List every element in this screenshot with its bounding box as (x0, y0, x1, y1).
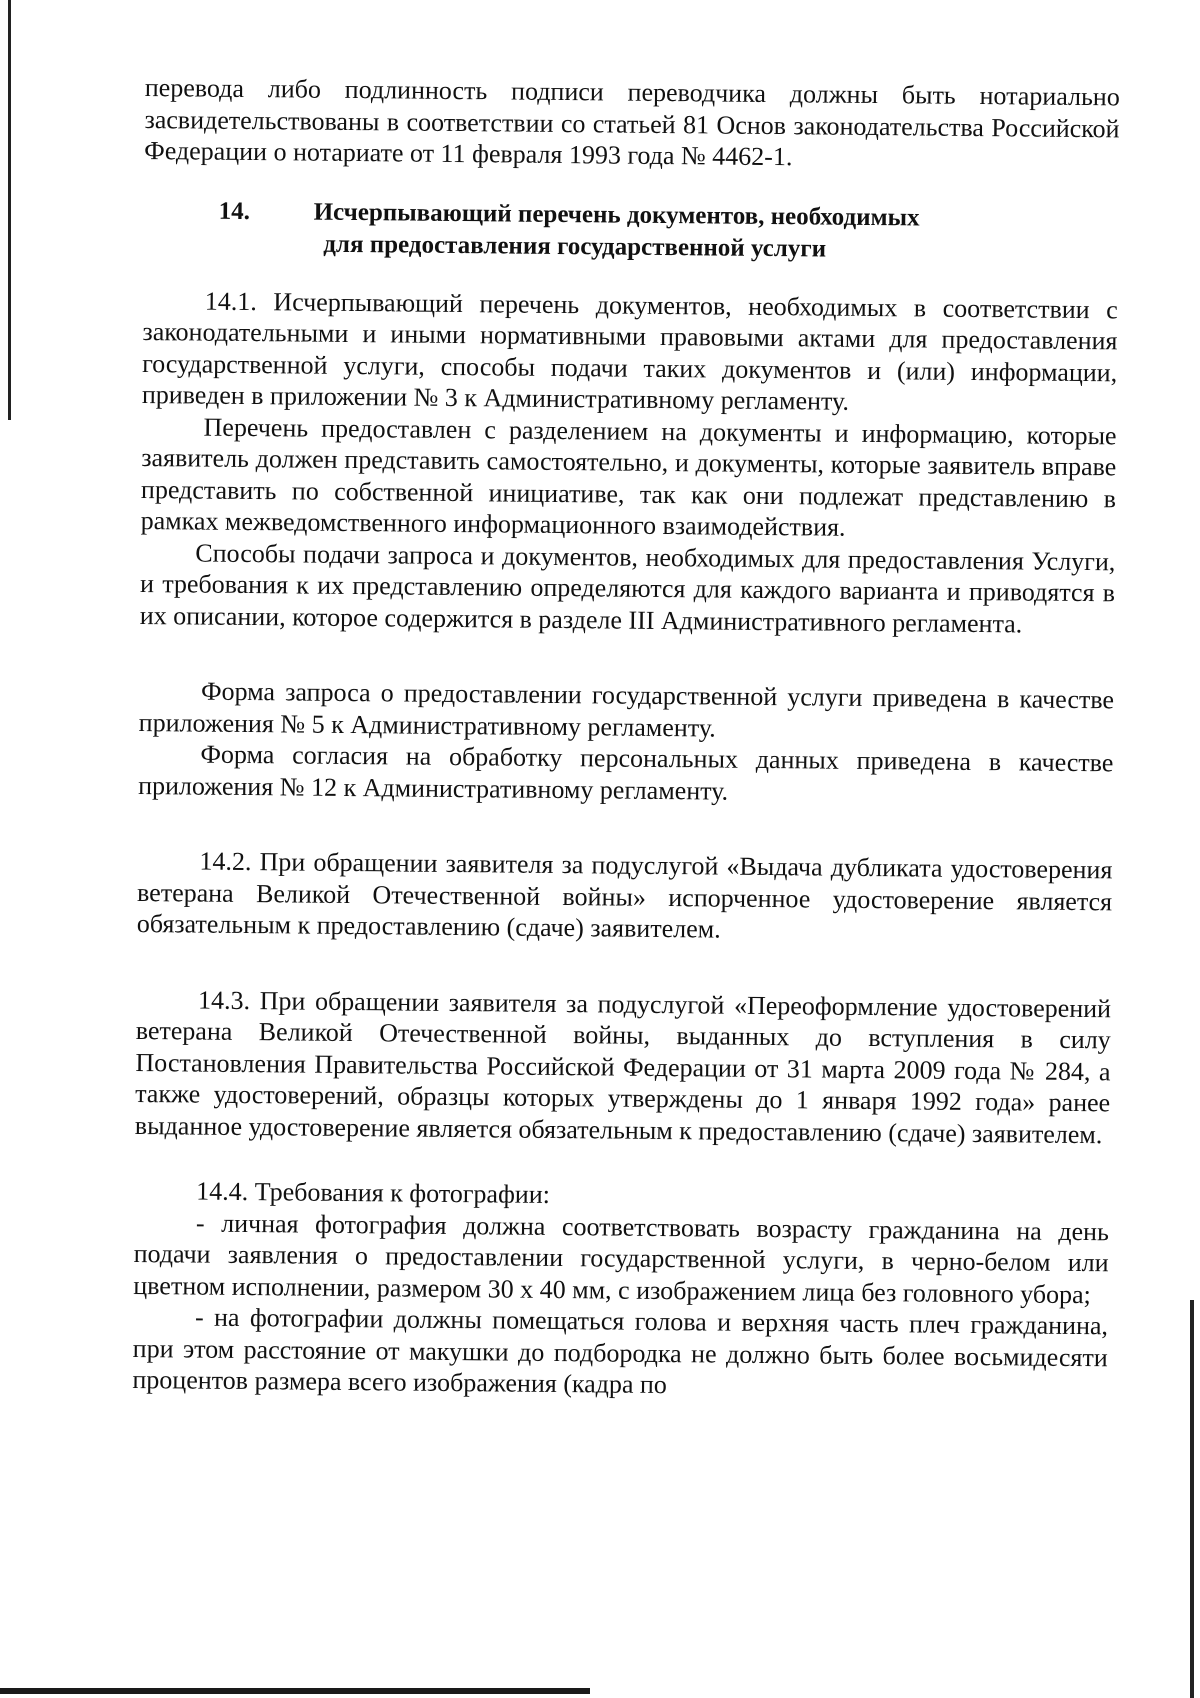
paragraph-14-4: 14.4. Требования к фотографии: (196, 1176, 551, 1209)
paragraph-14-4-item-2: - на фотографии должны помещаться голова и верхняя часть плеч гражданина, при этом расстояние от макушки до подбородка не должно быть более восьмидесяти процентов размера всего изображения (кадра по (132, 1302, 1109, 1400)
section-heading (143, 194, 1119, 267)
scan-edge-left (8, 0, 11, 420)
paragraph-14-1-methods: Способы подачи запроса и документов, необходимых для предоставления Услуги, и требования к их представлению определяются для каждого варианта и приводятся в их описании, которое содержится в разделе III Административного регламента. (139, 538, 1116, 638)
paragraph-14-1: 14.1. Исчерпывающий перечень документов, необходимых в соответствии с законодательными и иными нормативными правовыми актами для предоставления государственной услуги, способы подачи таких документов и (или) информации, приведен в приложении № 3 к Административному регламенту. (141, 286, 1118, 416)
section-title-line-2: для предоставления государственной услуги (323, 230, 827, 263)
document-page (132, 72, 1120, 1405)
paragraph-14-1-consent: Форма согласия на обработку персональных данных приведена в качестве приложения № 12 к Административному регламенту. (138, 739, 1114, 806)
paragraph-14-1-form: Форма запроса о предоставлении государственной услуги приведена в качестве приложения № 5 к Административному регламенту. (138, 676, 1115, 743)
paragraph-14-2: 14.2. При обращении заявителя за подуслугой «Выдача дубликата удостоверения ветерана Великой Отечественной войны» испорченное удостоверение является обязательным к предоставлению (сдаче) заявителем. (136, 846, 1113, 944)
scan-edge-bottom (0, 1688, 590, 1694)
scan-edge-right (1190, 1300, 1194, 1698)
section-number: 14. (218, 197, 251, 225)
opening-paragraph: перевода либо подлинность подписи переводчика должны быть нотариально засвидетельствованы в соответствии со статьей 81 Основ законодательства Российской Федерации о нотариате от 11 февраля 1993 года № 4462-1. (144, 72, 1120, 172)
paragraph-14-3: 14.3. При обращении заявителя за подуслугой «Переоформление удостоверений ветерана Великой Отечественной войны, выданных до вступления в силу Постановления Правительства Российской Федерации от 31 марта 2009 года № 284, а также удостоверений, образцы которых утверждены до 1 января 1992 года» ранее выданное удостоверение является обязательным к предоставлению (сдаче) заявителем. (134, 985, 1112, 1149)
paragraph-14-4-item-1: - личная фотография должна соответствовать возрасту гражданина на день подачи заявления о предоставлении государственной услуги, в черно-белом или цветном исполнении, размером 30 х 40 мм, с изображением лица без головного убора; (133, 1208, 1110, 1309)
section-title (143, 194, 1119, 267)
paragraph-14-1-list: Перечень предоставлен с разделением на документы и информацию, которые заявитель должен представить самостоятельно, и документы, которые заявитель вправе представить по собственной инициативе, так как они подлежат представлению в рамках межведомственного информационного взаимодействия. (140, 412, 1117, 542)
section-title-line-1: Исчерпывающий перечень документов, необходимых (313, 198, 920, 231)
